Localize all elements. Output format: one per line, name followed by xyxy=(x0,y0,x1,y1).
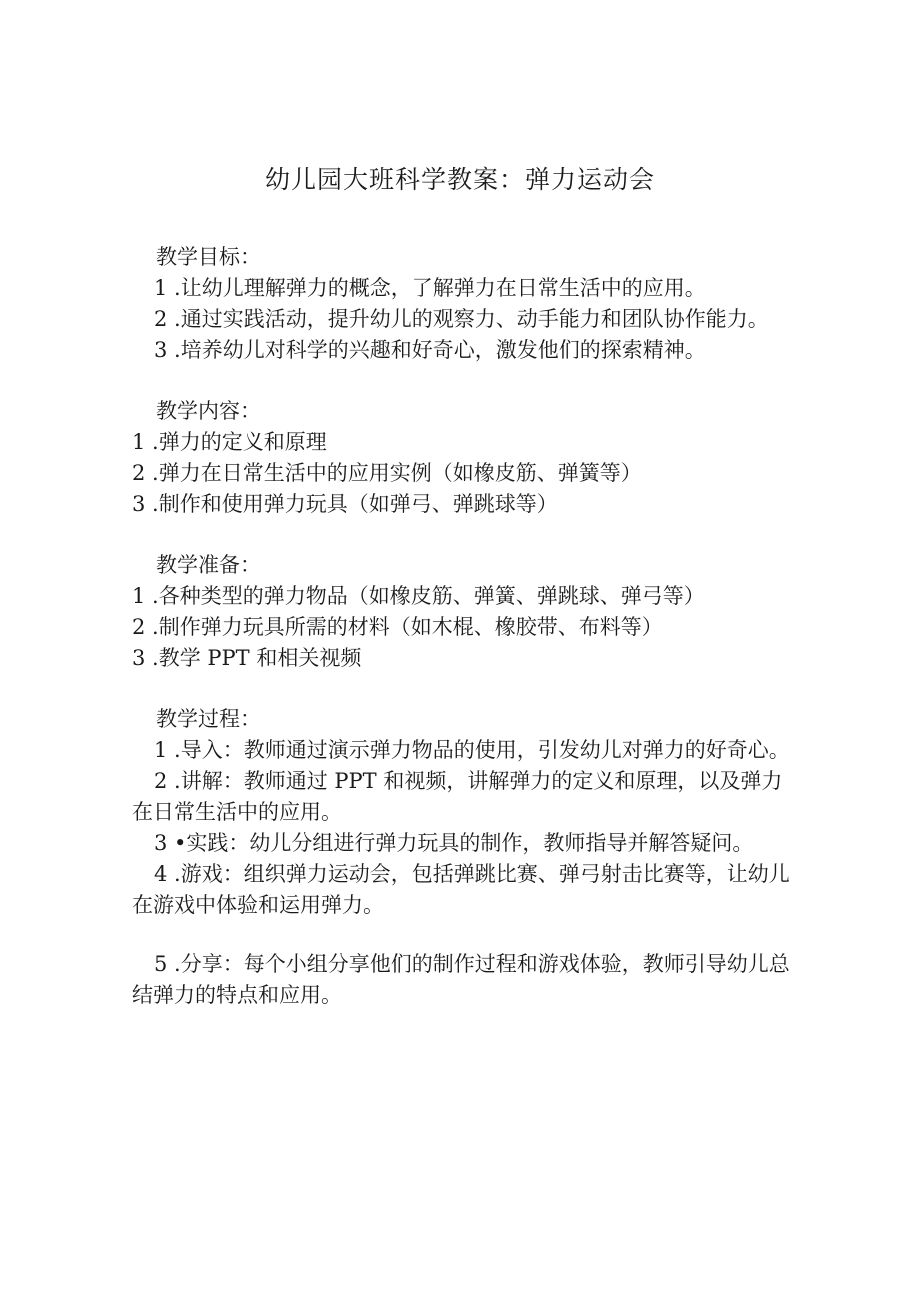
list-item: 5 .分享：每个小组分享他们的制作过程和游戏体验，教师引导幼儿总结弹力的特点和应用。 xyxy=(132,952,790,1007)
section-teaching-preparation xyxy=(132,550,792,674)
list-item: 2 .弹力在日常生活中的应用实例（如橡皮筋、弹簧等） xyxy=(132,461,642,485)
section-teaching-goals xyxy=(132,242,792,366)
document-body xyxy=(132,242,792,1011)
list-item: 3 .制作和使用弹力玩具（如弹弓、弹跳球等） xyxy=(132,492,558,516)
list-item: 4 .游戏：组织弹力运动会，包括弹跳比赛、弹弓射击比赛等，让幼儿在游戏中体验和运用弹力。 xyxy=(132,862,790,917)
list-item: 1 .弹力的定义和原理 xyxy=(132,430,327,454)
list-item: 1 .各种类型的弹力物品（如橡皮筋、弹簧、弹跳球、弹弓等） xyxy=(132,584,705,608)
section-teaching-content xyxy=(132,396,792,520)
list-item: 3 •实践：幼儿分组进行弹力玩具的制作，教师指导并解答疑问。 xyxy=(154,831,754,855)
list-item: 3 .培养幼儿对科学的兴趣和好奇心，激发他们的探索精神。 xyxy=(154,338,706,362)
list-item: 1 .让幼儿理解弹力的概念，了解弹力在日常生活中的应用。 xyxy=(154,276,706,300)
list-item: 1 .导入：教师通过演示弹力物品的使用，引发幼儿对弹力的好奇心。 xyxy=(154,738,790,762)
list-item: 3 .教学 PPT 和相关视频 xyxy=(132,646,362,670)
section-heading: 教学准备： xyxy=(156,553,261,577)
section-heading: 教学过程： xyxy=(156,707,261,731)
list-item: 2 .制作弹力玩具所需的材料（如木棍、橡胶带、布料等） xyxy=(132,615,663,639)
document-title: 幼儿园大班科学教案：弹力运动会 xyxy=(264,165,655,194)
paragraph-spacer xyxy=(132,921,792,949)
section-heading: 教学内容： xyxy=(156,399,261,423)
section-teaching-process xyxy=(132,704,792,1011)
list-item: 2 .通过实践活动，提升幼儿的观察力、动手能力和团队协作能力。 xyxy=(154,307,769,331)
section-heading: 教学目标： xyxy=(156,245,261,269)
list-item: 2 .讲解：教师通过 PPT 和视频，讲解弹力的定义和原理，以及弹力在日常生活中的应用。 xyxy=(132,769,783,824)
